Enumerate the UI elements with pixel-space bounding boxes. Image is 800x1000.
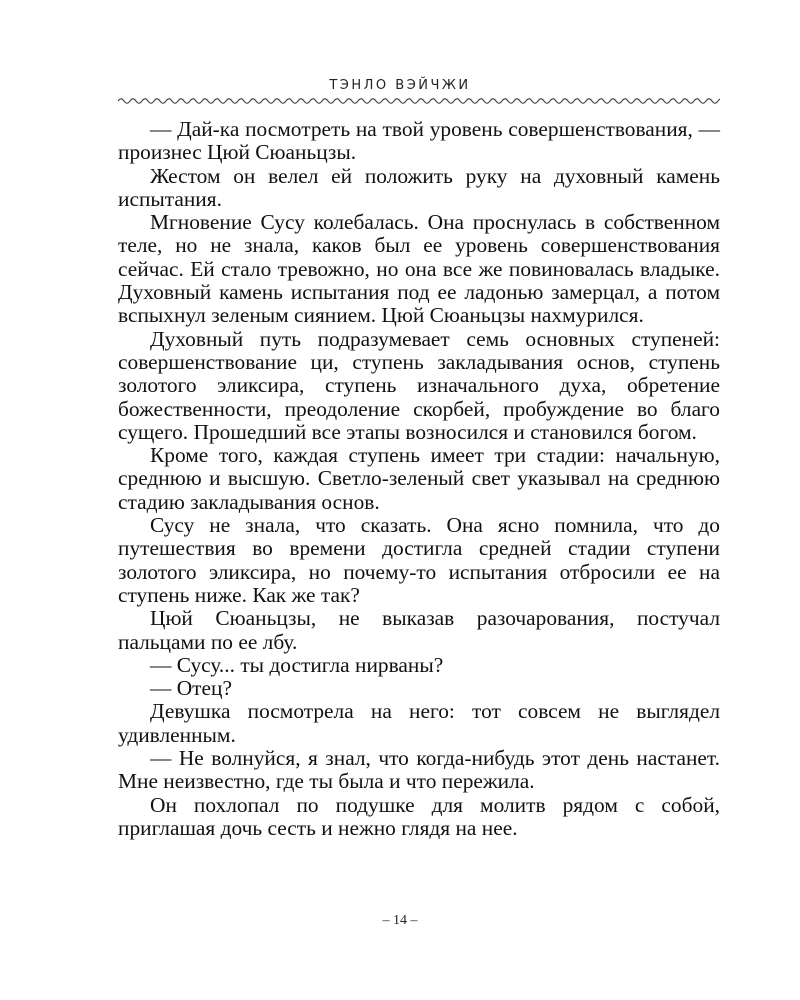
paragraph: — Отец? [150, 676, 232, 701]
wavy-rule-ornament [118, 97, 720, 105]
page-number: – 14 – [382, 913, 418, 928]
running-head: ТЭНЛО ВЭЙЧЖИ [329, 78, 471, 93]
body-text [118, 118, 720, 840]
paragraph: Он похлопал по подушке для молитв рядом с собой, приглашая дочь сесть и нежно глядя на нее. [118, 792, 720, 840]
paragraph: Мгновение Сусу колебалась. Она проснулась в собственном теле, но не знала, каков был ее уровень совершенствования сейчас. Ей стало тревожно, но она все же повиновалась владыке. Духовный камень испытания под ее ладонью замерцал, а потом вспыхнул зеленым сиянием. Цюй Сюаньцзы нахмурился. [118, 210, 720, 328]
paragraph: — Не волнуйся, я знал, что когда-нибудь этот день настанет. Мне неизвестно, где ты была и что пережила. [118, 746, 720, 794]
paragraph: — Дай-ка посмотреть на твой уровень совершенствования, — произнес Цюй Сюаньцзы. [118, 117, 720, 165]
paragraph: Девушка посмотрела на него: тот совсем не выглядел удивленным. [118, 699, 720, 747]
paragraph: Цюй Сюаньцзы, не выказав разочарования, постучал пальцами по ее лбу. [118, 606, 720, 654]
paragraph: Кроме того, каждая ступень имеет три стадии: начальную, среднюю и высшую. Светло-зеленый свет указывал на среднюю стадию закладывания основ. [118, 443, 720, 514]
paragraph: — Сусу... ты достигла нирваны? [150, 652, 444, 677]
paragraph: Духовный путь подразумевает семь основных ступеней: совершенствование ци, ступень закладывания основ, ступень золотого эликсира, ступень изначального духа, обретение божественности, преодоление скорбей, пробуждение во благо сущего. Прошедший все этапы возносился и становился богом. [118, 326, 720, 444]
paragraph: Жестом он велел ей положить руку на духовный камень испытания. [118, 163, 720, 211]
paragraph: Сусу не знала, что сказать. Она ясно помнила, что до путешествия во времени достигла средней стадии ступени золотого эликсира, но почему-то испытания отбросили ее на ступень ниже. Как же так? [118, 513, 720, 607]
